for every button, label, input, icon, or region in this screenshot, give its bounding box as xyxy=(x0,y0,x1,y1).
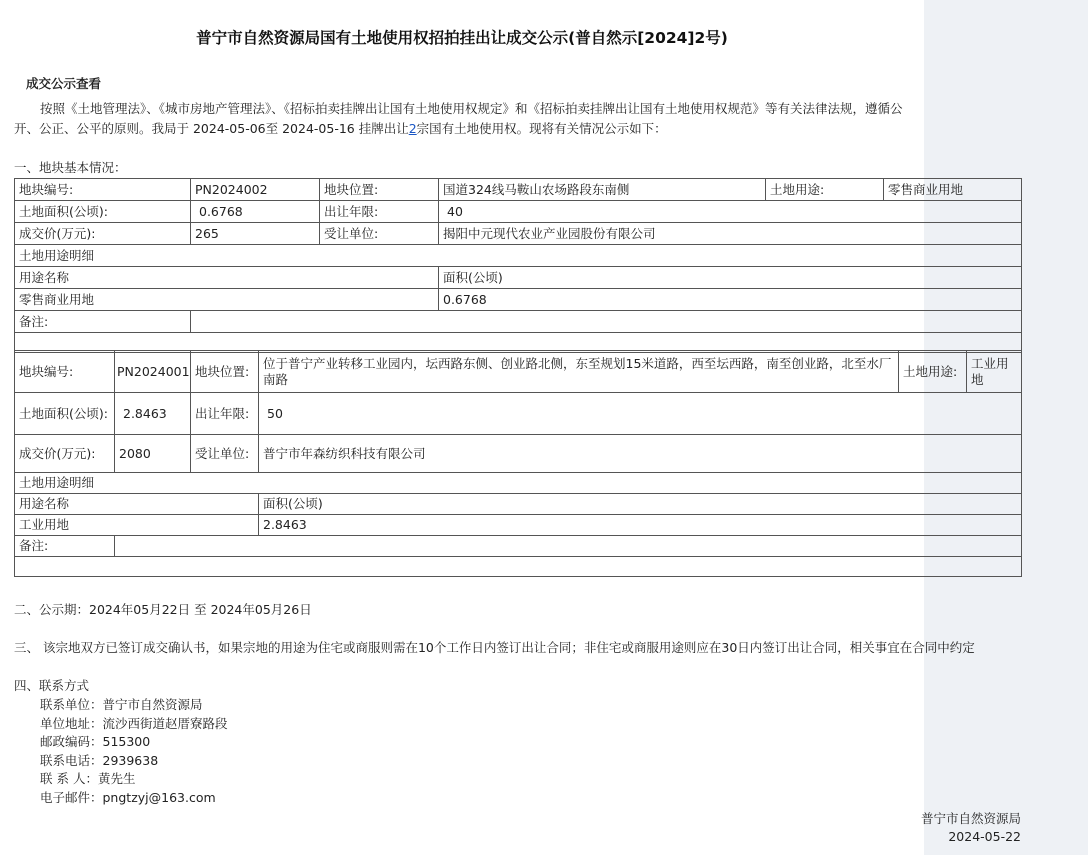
parcel1-remark xyxy=(191,311,1022,333)
parcel2-term: 50 xyxy=(259,393,1022,435)
parcel1-term: 40 xyxy=(439,201,1022,223)
parcel2-code-label: 地块编号: xyxy=(15,351,115,393)
parcel2-location-label: 地块位置: xyxy=(191,351,259,393)
parcel2-area-header: 面积(公顷) xyxy=(259,494,1022,515)
signature-date: 2024-05-22 xyxy=(948,829,1021,844)
parcel1-use-label: 土地用途: xyxy=(766,179,884,201)
signature-org: 普宁市自然资源局 xyxy=(920,811,1021,826)
contact-phone: 联系电话：2939638 xyxy=(40,752,159,768)
parcel1-location: 国道324线马鞍山农场路段东南侧 xyxy=(439,179,766,201)
intro-text-part2: 宗国有土地使用权。现将有关情况公示如下： xyxy=(416,121,667,136)
contact-block xyxy=(40,696,228,807)
intro-text-part1: 按照《土地管理法》、《城市房地产管理法》、《招标拍卖挂牌出让国有土地使用权规定》和《招标拍卖挂牌出让国有土地使用权规范》等有关法律法规，遵循公开、公正、公平的原则。我局于 2024-05-06至 2024-05-16 挂牌出让 xyxy=(14,101,903,136)
contact-postcode: 邮政编码：515300 xyxy=(40,734,151,749)
parcel-count-link[interactable]: 2 xyxy=(408,121,417,136)
parcel2-area: 2.8463 xyxy=(115,393,191,435)
parcel2-remark xyxy=(115,536,1022,557)
section3-contract-terms: 三、 该宗地双方已签订成交确认书，如果宗地的用途为住宅或商服则需在10个工作日内签订出让合同；非住宅或商服用途则应在30日内签订出让合同，相关事宜在合同中约定 xyxy=(14,640,975,655)
parcel2-spacer-row xyxy=(15,557,1022,577)
parcel1-term-label: 出让年限: xyxy=(320,201,439,223)
parcel2-detail-use: 工业用地 xyxy=(15,515,259,536)
parcel2-table xyxy=(14,350,1022,577)
parcel1-detail-label: 土地用途明细 xyxy=(15,245,1022,267)
intro-paragraph xyxy=(14,99,914,139)
parcel1-area: 0.6768 xyxy=(191,201,320,223)
parcel2-code: PN2024001 xyxy=(115,351,191,393)
parcel2-area-label: 土地面积(公顷): xyxy=(15,393,115,435)
contact-person: 联 系 人：黄先生 xyxy=(40,771,136,786)
parcel2-use: 工业用地 xyxy=(967,351,1022,393)
parcel2-buyer: 普宁市年森纺织科技有限公司 xyxy=(259,435,1022,473)
contact-address: 单位地址：流沙西街道赵厝寮路段 xyxy=(40,715,228,731)
parcel2-detail-area: 2.8463 xyxy=(259,515,1022,536)
contact-email: 电子邮件：pngtzyj@163.com xyxy=(40,789,216,805)
parcel1-table xyxy=(14,178,1022,353)
page-title: 普宁市自然资源局国有土地使用权招拍挂出让成交公示(普自然示[2024]2号) xyxy=(196,29,728,47)
parcel1-location-label: 地块位置: xyxy=(320,179,439,201)
parcel2-use-name-header: 用途名称 xyxy=(15,494,259,515)
parcel2-use-label: 土地用途: xyxy=(899,351,967,393)
parcel1-use-name-header: 用途名称 xyxy=(15,267,439,289)
parcel1-code: PN2024002 xyxy=(191,179,320,201)
parcel2-location: 位于普宁产业转移工业园内，坛西路东侧、创业路北侧，东至规划15米道路，西至坛西路，南至创业路，北至水厂南路 xyxy=(259,351,899,393)
section1-title: 一、地块基本情况： xyxy=(14,160,127,175)
subheading: 成交公示查看 xyxy=(26,76,102,91)
parcel1-area-label: 土地面积(公顷): xyxy=(15,201,191,223)
parcel1-detail-area: 0.6768 xyxy=(439,289,1022,311)
parcel1-price-label: 成交价(万元): xyxy=(15,223,191,245)
parcel2-detail-label: 土地用途明细 xyxy=(15,473,1022,494)
parcel2-remark-label: 备注: xyxy=(15,536,115,557)
parcel1-code-label: 地块编号: xyxy=(15,179,191,201)
parcel1-use: 零售商业用地 xyxy=(884,179,1022,201)
parcel2-term-label: 出让年限: xyxy=(191,393,259,435)
parcel2-price-label: 成交价(万元): xyxy=(15,435,115,473)
parcel1-buyer: 揭阳中元现代农业产业园股份有限公司 xyxy=(439,223,1022,245)
parcel2-buyer-label: 受让单位: xyxy=(191,435,259,473)
parcel2-price: 2080 xyxy=(115,435,191,473)
parcel1-detail-use: 零售商业用地 xyxy=(15,289,439,311)
parcel1-area-header: 面积(公顷) xyxy=(439,267,1022,289)
parcel1-buyer-label: 受让单位: xyxy=(320,223,439,245)
contact-unit: 联系单位：普宁市自然资源局 xyxy=(40,697,203,712)
section2-publicity-period: 二、公示期：2024年05月22日 至 2024年05月26日 xyxy=(14,602,312,617)
section4-title: 四、联系方式 xyxy=(14,678,90,693)
parcel1-remark-label: 备注: xyxy=(15,311,191,333)
parcel1-price: 265 xyxy=(191,223,320,245)
